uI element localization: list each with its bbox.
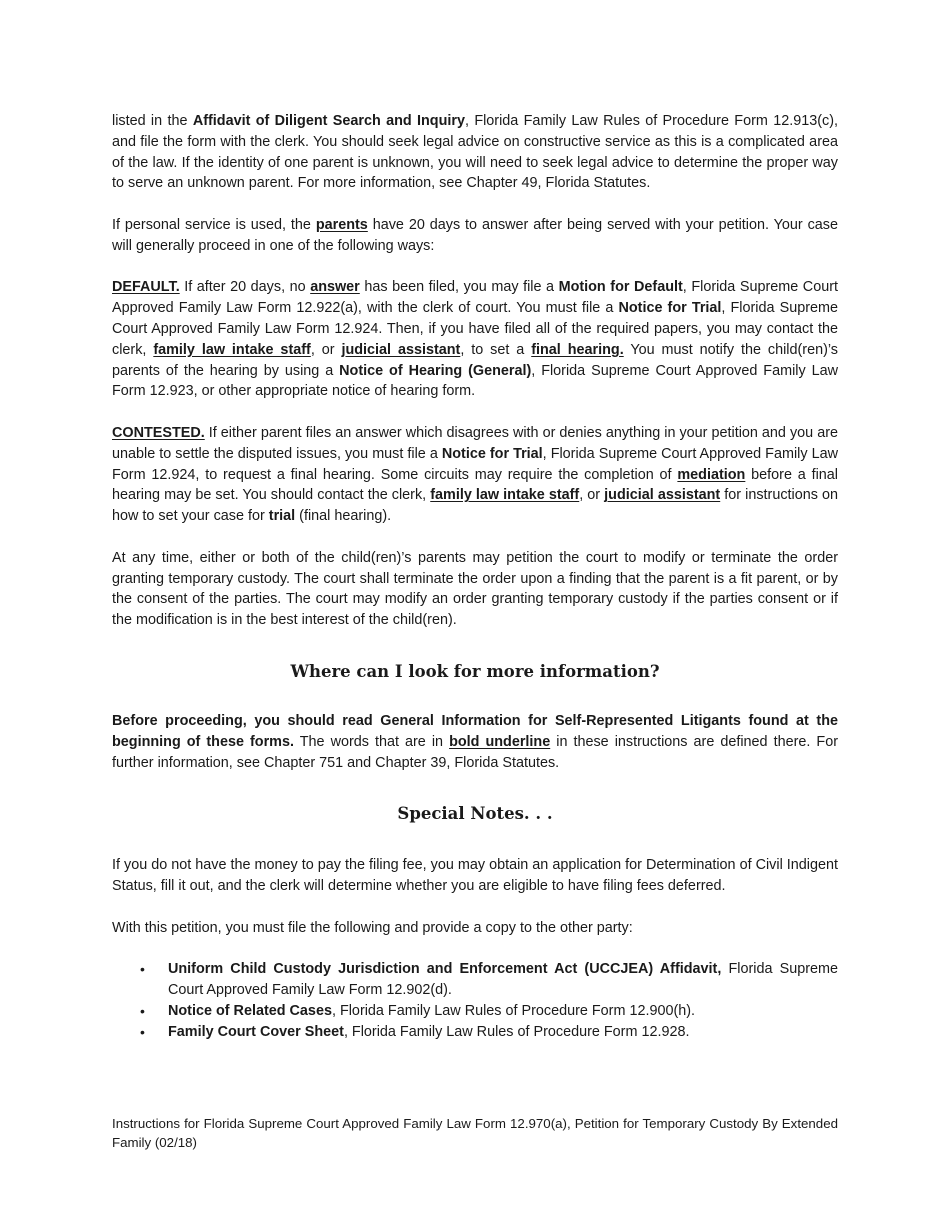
defined-term-judicial-assistant-2: judicial assistant [604,487,721,504]
list-item: • Family Court Cover Sheet, Florida Family Law Rules of Procedure Form 12.928. [168,1022,838,1043]
defined-term-bold-underline: bold underline [449,733,551,750]
form-title-motion-default: Motion for Default [558,279,683,296]
paragraph-modify-terminate: At any time, either or both of the child(ren)’s parents may petition the court to modify or terminate the order granting temporary custody. The court shall terminate the order upon a finding that the parent is a fit parent, or by the consent of the parties. The court may modify an order granting temporary custody if the parties consent or if the modification is in the best interest of the child(ren). [112,549,838,629]
paragraph-personal-service: If personal service is used, the parents have 20 days to answer after being served with your petition. Your case will generally proceed in one of the following ways: [112,216,838,254]
paragraph-contested: CONTESTED. If either parent files an answer which disagrees with or denies anything in your petition and you are unable to settle the disputed issues, you must file a Notice for Trial, Florida Supreme Court Approved Family Law Form 12.924, to request a final hearing. Some circuits may require the completion of mediation before a final hearing may be set. You should contact the clerk, family law intake staff, or judicial assistant for instructions on how to set your case for trial (final hearing). [112,424,839,525]
heading-special-notes: Special Notes. . . [397,804,553,824]
paragraph-must-file: With this petition, you must file the following and provide a copy to the other party: [112,919,633,936]
form-title-notice-trial-2: Notice for Trial [441,445,543,462]
defined-term-judicial-assistant: judicial assistant [341,341,461,358]
defined-term-answer: answer [310,279,360,296]
form-title-notice-hearing: Notice of Hearing (General) [339,362,532,379]
defined-term-intake-staff-2: family law intake staff [430,487,580,504]
bullet-icon: • [140,1002,145,1019]
section-label-default: DEFAULT. [112,279,180,296]
defined-term-mediation: mediation [677,466,746,483]
defined-term-intake-staff: family law intake staff [153,341,311,358]
term-trial: trial [268,508,296,525]
form-title-diligent-search: Affidavit of Diligent Search and Inquiry [192,113,465,129]
defined-term-parents: parents [315,216,368,233]
bullet-icon: • [140,961,145,978]
paragraph-default: DEFAULT. If after 20 days, no answer has been filed, you may file a Motion for Default, Florida Supreme Court Approved Family Law Form 12.922(a), with the clerk of court. You must file a Notice for Trial, Florida Supreme Court Approved Family Law Form 12.924. Then, if you have filed all of the required papers, you may contact the clerk, family law intake staff, or judicial assistant, to set a final hearing. You must notify the child(ren)’s parents of the hearing by using a Notice of Hearing (General), Florida Supreme Court Approved Family Law Form 12.923, or other appropriate notice of hearing form. [112,279,839,400]
page-footer: Instructions for Florida Supreme Court Approved Family Law Form 12.970(a), Petition for Temporary Custody By Extended Family (02/18) [112,1116,838,1150]
list-item: • Uniform Child Custody Jurisdiction and Enforcement Act (UCCJEA) Affidavit, Florida Supreme Court Approved Family Law Form 12.902(d). [140,961,838,999]
paragraph-constructive-service: listed in the Affidavit of Diligent Search and Inquiry, Florida Family Law Rules of Procedure Form 12.913(c), and file the form with the clerk. You should seek legal advice on constructive service as this is a complicated area of the law. If the identity of one parent is unknown, you will need to seek legal advice to determine the proper way to serve an unknown parent. For more information, see Chapter 49, Florida Statutes. [112,113,838,192]
section-label-contested: CONTESTED. [112,424,205,441]
paragraph-before-proceeding: Before proceeding, you should read General Information for Self-Represented Litigants found at the beginning of these forms. The words that are in bold underline in these instructions are defined there. For further information, see Chapter 751 and Chapter 39, Florida Statutes. [112,712,838,771]
defined-term-final-hearing: final hearing. [531,341,624,358]
bullet-icon: • [140,1023,145,1040]
form-title-notice-trial: Notice for Trial [618,300,722,317]
heading-more-information: Where can I look for more information? [290,661,660,681]
list-item: • Notice of Related Cases, Florida Family Law Rules of Procedure Form 12.900(h). [168,1001,838,1022]
paragraph-filing-fee: If you do not have the money to pay the filing fee, you may obtain an application for Determination of Civil Indigent Status, fill it out, and the clerk will determine whether you are eligible to have filing fees deferred. [112,857,838,895]
required-documents-list [112,959,838,1042]
